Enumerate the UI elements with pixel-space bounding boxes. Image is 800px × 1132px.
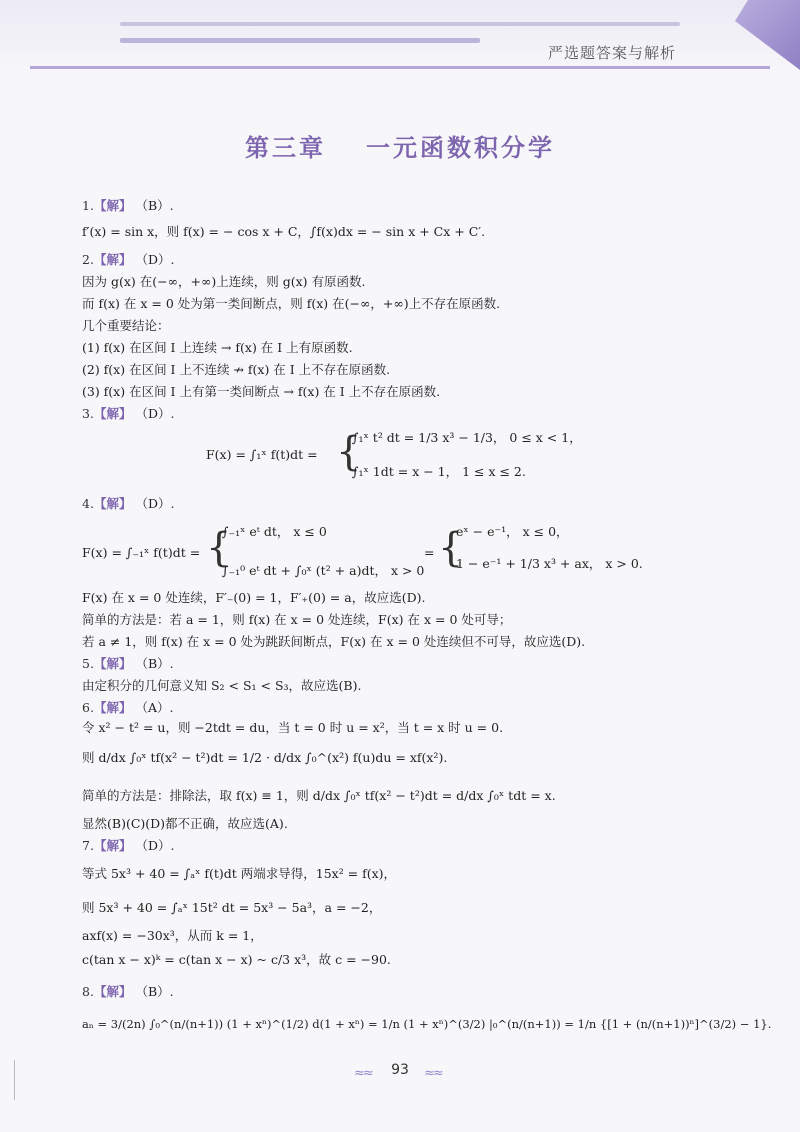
header-rule [30,66,770,69]
left-brace: { [206,525,232,571]
solution-7-line: 等式 5x³ + 40 = ∫ₐˣ f(t)dt 两端求导得，15x² = f(x)， [82,866,397,881]
solution-2-line: (2) f(x) 在区间 I 上不连续 ↛ f(x) 在 I 上不存在原函数. [82,362,391,377]
solution-7-line: axf(x) = −30x³，从而 k = 1， [82,928,263,943]
solution-6-line: 显然(B)(C)(D)都不正确，故应选(A). [82,816,288,831]
solution-2-heading: 2.【解】 （D）. [82,252,175,267]
chapter-title [0,128,800,163]
solution-4-case: ∫₋₁ˣ eᵗ dt， x ≤ 0 [222,524,327,539]
chapter-name: 一元函数积分学 [366,134,555,162]
solution-2-line: (3) f(x) 在区间 I 上有第一类间断点 → f(x) 在 I 上不存在原函数. [82,384,441,399]
header-decor-line [120,22,680,26]
solution-4-line: 简单的方法是：若 a = 1，则 f(x) 在 x = 0 处连续，F(x) 在 x = 0 处可导； [82,612,512,627]
solution-4-heading: 4.【解】 （D）. [82,496,175,511]
solution-5-heading: 5.【解】 （B）. [82,656,174,671]
solution-3-lhs: F(x) = ∫₁ˣ f(t)dt = [206,447,318,462]
solution-3-case: ∫₁ˣ t² dt = 1/3 x³ − 1/3， 0 ≤ x < 1， [352,430,582,445]
solution-4-line: F(x) 在 x = 0 处连续，F′₋(0) = 1，F′₊(0) = a，故应选(D). [82,590,426,605]
solution-8-line: aₙ = 3/(2n) ∫₀^(n/(n+1)) (1 + xⁿ)^(1/2) d(1 + xⁿ) = 1/n (1 + xⁿ)^(3/2) |₀^(n/(n+1)) = 1/n {[1 + (n/(n+1))ⁿ]^(3/2) − 1}. [82,1017,772,1031]
solution-1-heading: 1.【解】 （B）. [82,198,174,213]
solution-2-line: 几个重要结论： [82,318,170,333]
page-ornament-right: ≈≈ [424,1066,442,1081]
solution-7-line: 则 5x³ + 40 = ∫ₐˣ 15t² dt = 5x³ − 5a³，a = −2， [82,900,382,915]
header-band [0,0,800,96]
left-brace: { [438,525,464,571]
solution-7-heading: 7.【解】 （D）. [82,838,175,853]
solution-6-line: 简单的方法是：排除法，取 f(x) ≡ 1，则 d/dx ∫₀ˣ tf(x² − t²)dt = d/dx ∫₀ˣ tdt = x. [82,788,556,803]
solution-3-heading: 3.【解】 （D）. [82,406,175,421]
page-number: 93 [391,1062,409,1078]
solution-6-heading: 6.【解】 （A）. [82,700,174,715]
solution-6-line: 令 x² − t² = u，则 −2tdt = du，当 t = 0 时 u = x²，当 t = x 时 u = 0. [82,720,504,735]
solution-4-lhs: F(x) = ∫₋₁ˣ f(t)dt = [82,545,201,560]
solution-4-result-case: eˣ − e⁻¹， x ≤ 0， [456,524,569,539]
solution-3-case: ∫₁ˣ 1dt = x − 1， 1 ≤ x ≤ 2. [352,464,526,479]
solution-4-case: ∫₋₁⁰ eᵗ dt + ∫₀ˣ (t² + a)dt， x > 0 [222,563,425,578]
solution-2-line: 因为 g(x) 在(−∞，+∞)上连续，则 g(x) 有原函数. [82,274,366,289]
solution-1-line: f′(x) = sin x，则 f(x) = − cos x + C，∫f(x)dx = − sin x + Cx + C′. [82,224,486,239]
solution-6-line: 则 d/dx ∫₀ˣ tf(x² − t²)dt = 1/2 · d/dx ∫₀^(x²) f(u)du = xf(x²). [82,750,448,765]
running-header-title: 严选题答案与解析 [548,44,677,62]
left-brace: { [336,429,362,475]
header-decor-line [120,38,480,43]
page-ornament-left: ≈≈ [354,1066,372,1081]
solution-8-heading: 8.【解】 （B）. [82,984,174,999]
chapter-number: 第三章 [245,134,326,162]
margin-rule [14,1060,15,1100]
solution-4-equals: = [424,545,435,560]
solution-4-result-case: 1 − e⁻¹ + 1/3 x³ + ax， x > 0. [456,556,643,571]
solution-5-line: 由定积分的几何意义知 S₂ < S₁ < S₃，故应选(B). [82,678,362,693]
solution-2-line: (1) f(x) 在区间 I 上连续 → f(x) 在 I 上有原函数. [82,340,353,355]
solution-2-line: 而 f(x) 在 x = 0 处为第一类间断点，则 f(x) 在(−∞，+∞)上不存在原函数. [82,296,501,311]
solution-7-line: c(tan x − x)ᵏ = c(tan x − x) ~ c/3 x³，故 c = −90. [82,952,391,967]
solution-4-line: 若 a ≠ 1，则 f(x) 在 x = 0 处为跳跃间断点，F(x) 在 x = 0 处连续但不可导，故应选(D). [82,634,586,649]
